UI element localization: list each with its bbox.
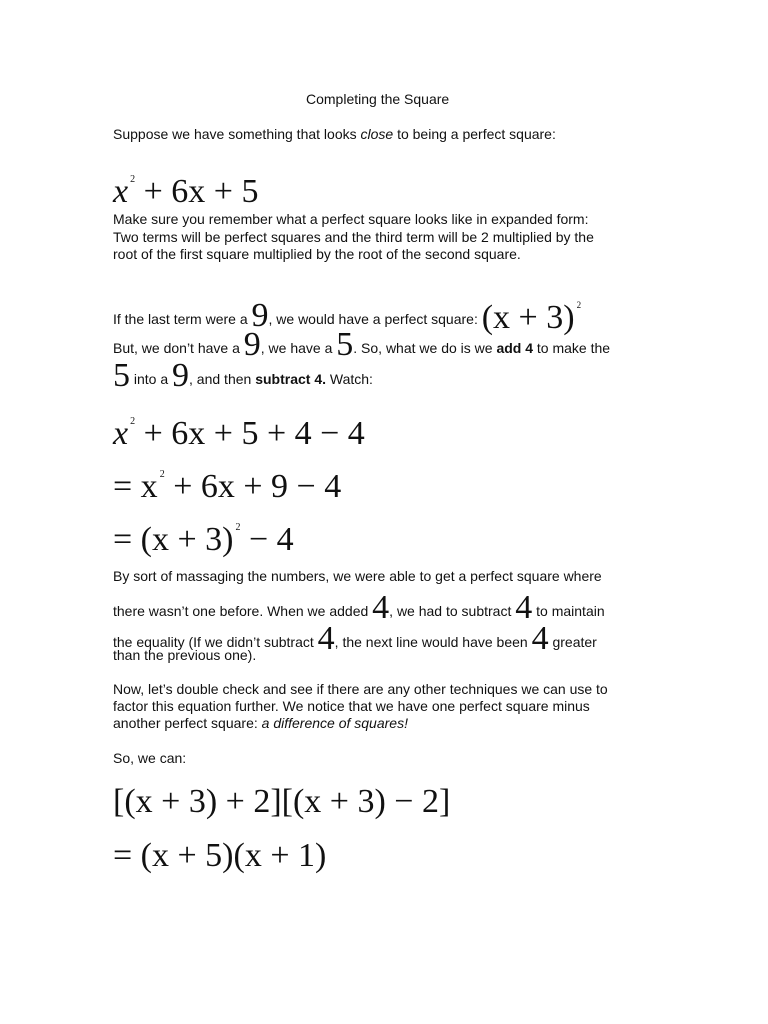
last-term-text-1: If the last term were a	[113, 311, 252, 327]
eq3-exponent: 2	[159, 469, 165, 480]
para3-l3-text: another perfect square:	[113, 715, 262, 731]
eq3-rest: + 6x + 9 − 4	[173, 468, 342, 505]
so-we-can: So, we can:	[113, 750, 187, 766]
para2-l3-a: the equality (If we didn’t subtract	[113, 634, 318, 650]
equation-square-form	[113, 508, 294, 560]
but-text-2: , we have a	[260, 340, 337, 356]
para3-line-1: Now, let’s double check and see if there are any other techniques we can use to	[113, 681, 608, 697]
para2-four-d: 4	[531, 620, 549, 657]
perfect-square-exponent: 2	[576, 300, 582, 310]
intro-text-after: to being a perfect square:	[393, 126, 556, 142]
but-text-1: But, we don’t have a	[113, 340, 244, 356]
para2-l2-b: , we had to subtract	[389, 603, 516, 619]
eq2-rest: + 6x + 5 + 4 − 4	[143, 415, 365, 452]
equation-original	[113, 160, 258, 212]
but-five: 5	[336, 326, 354, 363]
but-nine: 9	[243, 326, 261, 363]
into-nine: 9	[172, 357, 190, 394]
para3-line-2: factor this equation further. We notice that we have one perfect square minus	[113, 698, 590, 714]
into-text-2: , and then	[189, 371, 256, 387]
para2-l2-a: there wasn’t one before. When we added	[113, 603, 373, 619]
into-line	[113, 357, 373, 394]
equation-add-subtract	[113, 402, 365, 454]
para2-line-4: than the previous one).	[113, 647, 257, 663]
equation-nine	[113, 455, 341, 507]
para2-l3-b: , the next line would have been	[334, 634, 532, 650]
para3-line-3	[113, 715, 408, 732]
eq2-exponent: 2	[130, 416, 136, 427]
perfect-square-expr	[482, 299, 581, 336]
para2-four-c: 4	[317, 620, 335, 657]
intro-line	[113, 126, 556, 143]
para2-line-1: By sort of massaging the numbers, we were able to get a perfect square where	[113, 568, 602, 584]
but-bold-add: add 4	[496, 340, 534, 356]
into-text-1: into a	[130, 371, 173, 387]
page-title: Completing the Square	[306, 91, 450, 107]
but-line	[113, 326, 611, 363]
para2-l3-c: greater	[548, 634, 597, 650]
last-term-text-2: , we would have a perfect square:	[268, 311, 482, 327]
para2-line-2	[113, 589, 605, 626]
para1-line-1: Make sure you remember what a perfect square looks like in expanded form:	[113, 211, 589, 227]
eq4-exponent: 2	[235, 522, 241, 533]
para2-l2-c: to maintain	[532, 603, 605, 619]
para2-four-a: 4	[372, 589, 390, 626]
eq1-variable: x	[113, 173, 129, 210]
intro-emph: close	[360, 126, 394, 142]
perfect-square-base: (x + 3)	[481, 299, 575, 336]
into-five: 5	[113, 357, 130, 394]
eq4-prefix: = (x + 3)	[113, 521, 234, 558]
into-text-3: Watch:	[326, 371, 373, 387]
eq1-rest: + 6x + 5	[143, 173, 259, 210]
eq2-variable: x	[113, 415, 129, 452]
para3-l3-emph: a difference of squares!	[261, 715, 408, 731]
para1-line-3: root of the first square multiplied by the root of the second square.	[113, 246, 521, 262]
eq1-exponent: 2	[130, 174, 136, 185]
last-term-line	[113, 297, 582, 336]
intro-text-before: Suppose we have something that looks	[113, 126, 361, 142]
para1-line-2: Two terms will be perfect squares and the third term will be 2 multiplied by the	[113, 229, 594, 245]
equation-factored: = (x + 5)(x + 1)	[113, 837, 327, 874]
eq3-prefix: = x	[113, 468, 158, 505]
but-text-4: to make the	[533, 340, 611, 356]
equation-difference-of-squares: [(x + 3) + 2][(x + 3) − 2]	[113, 783, 451, 820]
last-term-nine: 9	[251, 297, 269, 334]
into-bold-subtract: subtract 4.	[255, 371, 327, 387]
eq4-rest: − 4	[249, 521, 294, 558]
but-text-3: . So, what we do is we	[353, 340, 497, 356]
para2-four-b: 4	[515, 589, 533, 626]
